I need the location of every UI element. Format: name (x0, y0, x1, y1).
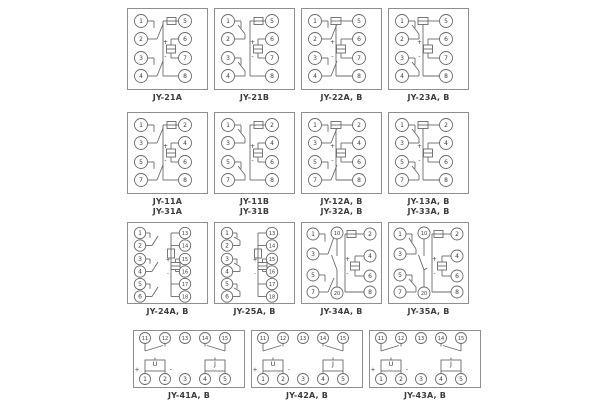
terminal-number: 3 (400, 140, 404, 147)
terminal-number: 10 (333, 231, 341, 237)
terminal-number: 4 (444, 140, 448, 147)
terminal-number: 6 (183, 159, 187, 166)
wires (235, 122, 266, 181)
minus-sign: - (254, 271, 256, 277)
plus-sign: + (344, 256, 351, 263)
terminal-number: 7 (400, 177, 404, 184)
component-label-U: U (388, 359, 394, 368)
terminal-number: 5 (225, 281, 229, 288)
terminal-number: 15 (339, 336, 347, 342)
terminal-number: 13 (268, 231, 276, 237)
terminal-number: 3 (225, 256, 229, 263)
wiring-diagram-svg (214, 112, 295, 194)
model-label: JY-33A, B (407, 206, 450, 216)
wiring-diagram-svg (369, 330, 481, 388)
terminal-number: 15 (221, 336, 229, 342)
terminal-number: 5 (270, 18, 274, 25)
minus-sign: - (418, 53, 421, 61)
wiring-diagram-svg (251, 330, 363, 388)
wiring-diagram-svg (127, 222, 208, 304)
model-label: JY-24A, B (146, 307, 189, 316)
wiring-diagram-svg (301, 8, 382, 90)
terminal-number: 2 (444, 122, 448, 129)
terminal-number: 8 (183, 73, 187, 80)
terminal-number: 11 (141, 336, 149, 342)
component-labels (166, 258, 171, 278)
terminal-number: 3 (183, 376, 187, 383)
terminal-number: 2 (226, 36, 230, 43)
terminal-number: 4 (225, 268, 229, 276)
terminal-number: 14 (268, 243, 276, 250)
relay-wiring-panel (388, 112, 469, 216)
terminal-number: 1 (313, 18, 317, 25)
terminal-number: 4 (357, 140, 361, 147)
relay-wiring-panel (214, 8, 295, 103)
wires (322, 18, 353, 77)
model-label: JY-23A, B (407, 93, 450, 102)
terminal-number: 6 (138, 293, 142, 301)
terminal-number: 13 (181, 231, 189, 237)
terminal-number: 1 (225, 230, 229, 237)
terminal-number: 8 (270, 177, 274, 184)
terminal-number: 4 (455, 253, 459, 260)
terminal-number: 2 (270, 122, 274, 129)
terminal-number: 2 (225, 242, 229, 250)
terminal-number: 7 (183, 55, 187, 62)
plus-sign: + (416, 143, 423, 150)
terminal-number: 6 (455, 273, 459, 280)
model-label: JY-35A, B (407, 307, 450, 316)
terminal-number: 2 (281, 376, 285, 383)
terminal-number: 4 (139, 73, 143, 80)
model-label: JY-13A, B (407, 197, 450, 206)
terminal-number: 5 (223, 376, 227, 383)
terminal-number: 6 (183, 36, 187, 43)
component-labels (330, 143, 335, 165)
terminal-number: 17 (268, 282, 276, 288)
terminal-number: 3 (400, 55, 404, 62)
terminal-number: 6 (444, 159, 448, 166)
component-labels (417, 143, 422, 165)
wiring-diagram-svg (388, 8, 469, 90)
terminal-number: 13 (417, 336, 425, 342)
terminal-number: 8 (444, 177, 448, 184)
terminal-number: 8 (455, 289, 459, 296)
terminal-number: 4 (400, 73, 404, 80)
terminals (258, 333, 349, 385)
terminal-number: 5 (183, 18, 187, 25)
terminal-number: 5 (226, 159, 230, 166)
terminal-number: 2 (368, 231, 372, 238)
terminal-number: 16 (181, 269, 189, 276)
terminal-number: 6 (270, 36, 274, 43)
model-label: JY-12A, B (320, 197, 363, 206)
terminal-number: 6 (225, 293, 229, 301)
terminal-number: 18 (181, 294, 189, 301)
plus-sign: + (252, 257, 258, 264)
wires (235, 18, 266, 77)
component-label-U: U (152, 359, 158, 368)
terminal-number: 12 (161, 336, 169, 342)
terminal-number: 6 (357, 36, 361, 43)
wires (409, 18, 440, 77)
terminal-number: 13 (299, 336, 307, 342)
relay-wiring-panel (388, 222, 469, 317)
minus-sign: - (251, 157, 254, 165)
terminal-number: 6 (444, 36, 448, 43)
terminal-number: 3 (301, 376, 305, 383)
model-label: JY-34A, B (320, 307, 363, 316)
model-label: JY-41A, B (167, 391, 211, 400)
component-labels (345, 256, 350, 278)
minus-sign: - (167, 271, 169, 277)
terminal-number: 1 (226, 122, 230, 129)
terminal-number: 13 (181, 336, 189, 342)
terminal-number: 1 (138, 230, 142, 237)
terminal-number: 1 (398, 231, 402, 238)
plus-sign: + (249, 39, 256, 46)
minus-sign: - (169, 366, 173, 374)
wires (146, 233, 180, 297)
wires (145, 344, 225, 374)
terminals (221, 227, 277, 302)
terminals (394, 227, 463, 299)
terminal-number: 5 (400, 159, 404, 166)
plus-sign: + (431, 256, 438, 263)
terminal-number: 6 (270, 159, 274, 166)
plus-sign: + (165, 257, 171, 264)
component-label-J: J (332, 359, 334, 368)
terminal-number: 1 (139, 18, 143, 25)
model-label: JY-32A, B (320, 206, 363, 216)
terminal-number: 3 (226, 140, 230, 147)
terminal-number: 8 (368, 289, 372, 296)
terminal-number: 2 (163, 376, 167, 383)
terminal-number: 4 (183, 140, 187, 147)
relay-wiring-panel (301, 112, 382, 216)
model-label: JY-21B (239, 93, 270, 102)
wires (409, 122, 440, 181)
terminal-number: 18 (268, 294, 276, 301)
model-label: JY-31B (239, 206, 270, 216)
terminal-number: 20 (333, 291, 341, 297)
plus-sign: + (329, 39, 336, 46)
relay-wiring-panel (369, 330, 481, 401)
terminal-number: 3 (226, 55, 230, 62)
terminal-number: 4 (203, 376, 207, 383)
terminal-number: 14 (319, 336, 327, 342)
minus-sign: - (331, 157, 334, 165)
terminal-number: 2 (399, 376, 403, 383)
model-label: JY-11B (239, 197, 270, 206)
relay-wiring-panel (301, 222, 382, 317)
component-label-U: U (270, 359, 276, 368)
terminal-number: 3 (138, 256, 142, 263)
terminal-number: 11 (377, 336, 385, 342)
terminal-number: 1 (313, 122, 317, 129)
minus-sign: - (164, 53, 167, 61)
wires (263, 344, 343, 374)
terminal-number: 5 (444, 18, 448, 25)
terminal-number: 8 (270, 73, 274, 80)
terminals (134, 227, 190, 302)
terminal-number: 4 (439, 376, 443, 383)
terminal-number: 1 (400, 122, 404, 129)
wires (319, 231, 364, 293)
minus-sign: - (331, 53, 334, 61)
terminal-number: 4 (270, 140, 274, 147)
terminal-number: 7 (270, 55, 274, 62)
relay-wiring-panel (127, 222, 208, 317)
terminals (307, 227, 376, 299)
terminal-number: 5 (398, 272, 402, 279)
terminal-number: 5 (311, 272, 315, 279)
terminal-number: 1 (139, 122, 143, 129)
terminal-number: 3 (313, 140, 317, 147)
terminal-number: 10 (420, 231, 428, 237)
terminal-number: 7 (398, 289, 402, 296)
terminal-number: 2 (183, 122, 187, 129)
wiring-diagram-svg (133, 330, 245, 388)
relay-wiring-panel (214, 222, 295, 317)
terminal-number: 11 (259, 336, 267, 342)
terminal-number: 7 (311, 289, 315, 296)
terminal-number: 3 (139, 55, 143, 62)
terminal-number: 5 (459, 376, 463, 383)
terminal-number: 15 (457, 336, 465, 342)
model-label: JY-42A, B (285, 391, 329, 400)
model-label: JY-31A (152, 206, 183, 216)
model-label: JY-25A, B (233, 307, 276, 316)
terminal-number: 5 (341, 376, 345, 383)
terminal-number: 3 (139, 140, 143, 147)
minus-sign: - (251, 53, 254, 61)
plus-sign: + (329, 143, 336, 150)
wiring-diagram-svg (127, 112, 208, 194)
relay-wiring-panel (214, 112, 295, 216)
relay-wiring-panel (127, 112, 208, 216)
terminal-number: 5 (138, 281, 142, 288)
terminal-number: 1 (143, 376, 147, 383)
terminal-number: 3 (419, 376, 423, 383)
terminal-number: 2 (357, 122, 361, 129)
terminal-number: 8 (444, 73, 448, 80)
component-labels (253, 258, 258, 278)
terminal-number: 20 (420, 291, 428, 297)
wiring-diagram-svg (214, 222, 295, 304)
wires (381, 344, 461, 374)
relay-wiring-panel (133, 330, 245, 401)
terminal-number: 1 (379, 376, 383, 383)
plus-sign: + (162, 143, 169, 150)
wiring-diagram-svg (388, 112, 469, 194)
terminal-number: 4 (321, 376, 325, 383)
minus-sign: - (418, 157, 421, 165)
terminal-number: 14 (181, 243, 189, 250)
wires (148, 18, 179, 77)
wiring-diagram-svg (214, 8, 295, 90)
minus-sign: - (287, 366, 291, 374)
component-labels (330, 39, 335, 61)
terminal-number: 1 (226, 18, 230, 25)
terminal-number: 2 (139, 36, 143, 43)
terminal-number: 12 (279, 336, 287, 342)
model-label: JY-43A, B (403, 391, 447, 400)
terminal-number: 7 (357, 55, 361, 62)
terminal-number: 1 (400, 18, 404, 25)
relay-wiring-panel (127, 8, 208, 103)
terminal-number: 4 (313, 73, 317, 80)
terminal-number: 16 (268, 269, 276, 276)
relay-wiring-panel (251, 330, 363, 401)
terminal-number: 14 (201, 336, 209, 342)
terminal-number: 6 (357, 159, 361, 166)
terminal-number: 2 (138, 242, 142, 250)
terminal-number: 17 (181, 282, 189, 288)
terminal-number: 2 (455, 231, 459, 238)
minus-sign: - (346, 270, 349, 278)
terminal-number: 4 (368, 253, 372, 260)
plus-sign: + (249, 143, 256, 150)
relay-wiring-panel (301, 8, 382, 103)
model-label: JY-11A (152, 197, 183, 206)
minus-sign: - (164, 157, 167, 165)
wires (322, 122, 353, 181)
minus-sign: - (405, 366, 409, 374)
wiring-diagram-svg (301, 222, 382, 304)
terminal-number: 2 (400, 36, 404, 43)
terminal-number: 3 (398, 251, 402, 258)
terminal-number: 1 (311, 231, 315, 238)
terminal-number: 7 (139, 177, 143, 184)
plus-sign: + (252, 366, 258, 374)
terminal-number: 3 (313, 55, 317, 62)
component-label-J: J (214, 359, 216, 368)
relay-wiring-panel (388, 8, 469, 103)
terminals (140, 333, 231, 385)
wires (148, 122, 179, 181)
wires (233, 233, 267, 297)
terminal-number: 7 (226, 177, 230, 184)
component-label-J: J (450, 359, 452, 368)
terminal-number: 12 (397, 336, 405, 342)
model-label: JY-22A, B (320, 93, 363, 102)
terminal-number: 8 (183, 177, 187, 184)
terminal-number: 14 (437, 336, 445, 342)
terminal-number: 6 (368, 273, 372, 280)
terminals (376, 333, 467, 385)
terminal-number: 1 (261, 376, 265, 383)
wires (406, 231, 451, 293)
terminal-number: 4 (138, 268, 142, 276)
terminal-number: 2 (313, 36, 317, 43)
terminal-number: 5 (313, 159, 317, 166)
wiring-diagram-svg (301, 112, 382, 194)
terminal-number: 7 (313, 177, 317, 184)
wiring-diagram-svg (388, 222, 469, 304)
plus-sign: + (162, 39, 169, 46)
terminal-number: 7 (444, 55, 448, 62)
terminal-number: 8 (357, 177, 361, 184)
plus-sign: + (416, 39, 423, 46)
terminal-number: 4 (226, 73, 230, 80)
terminal-number: 5 (139, 159, 143, 166)
terminal-number: 15 (181, 257, 189, 263)
plus-sign: + (134, 366, 140, 374)
terminal-number: 3 (311, 251, 315, 258)
terminal-number: 15 (268, 257, 276, 263)
model-label: JY-21A (152, 93, 183, 102)
minus-sign: - (433, 270, 436, 278)
component-labels (432, 256, 437, 278)
component-labels (417, 39, 422, 61)
terminal-number: 5 (357, 18, 361, 25)
wiring-diagram-svg (127, 8, 208, 90)
plus-sign: + (370, 366, 376, 374)
terminal-number: 8 (357, 73, 361, 80)
